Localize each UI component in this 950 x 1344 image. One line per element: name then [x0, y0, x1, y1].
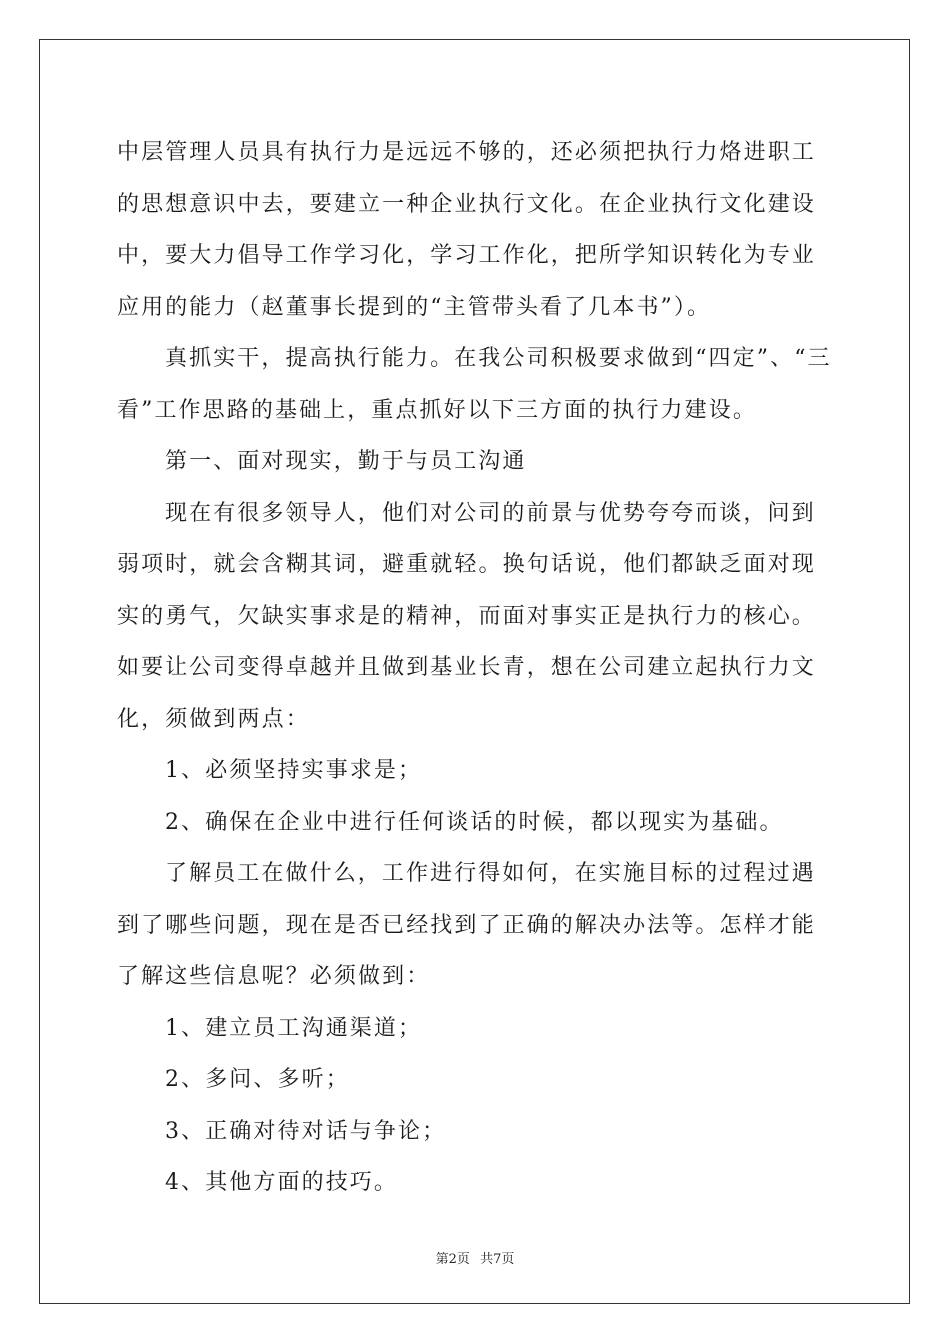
list-item: 1、建立员工沟通渠道；	[165, 1015, 423, 1041]
list-item: 3、正确对待对话与争论；	[165, 1118, 447, 1144]
list-item: 4、其他方面的技巧。	[165, 1170, 398, 1195]
section-heading: 第一、面对现实，勤于与员工沟通	[165, 449, 527, 474]
page-number-total: 共7页	[480, 1252, 515, 1267]
list-item: 1、必须坚持实事求是；	[165, 758, 423, 783]
paragraph: 真抓实干，提高执行能力。在我公司积极要求做到“四定”、“三看”工作思路的基础上，重点抓好以下三方面的执行力建设。	[117, 346, 832, 423]
paragraph: 中层管理人员具有执行力是远远不够的，还必须把执行力烙进职工的思想意识中去，要建立一种企业执行文化。在企业执行文化建设中，要大力倡导工作学习化，学习工作化，把所学知识转化为专业应用的能力（赵董事长提到的“主管带头看了几本书”）。	[117, 140, 816, 320]
paragraph: 现在有很多领导人，他们对公司的前景与优势夸夸而谈，问到弱项时，就会含糊其词，避重就轻。换句话说，他们都缺乏面对现实的勇气，欠缺实事求是的精神，而面对事实正是执行力的核心。如要让公司变得卓越并且做到基业长青，想在公司建立起执行力文化，须做到两点：	[117, 500, 816, 732]
paragraph: 了解员工在做什么，工作进行得如何，在实施目标的过程过遇到了哪些问题，现在是否已经找到了正确的解决办法等。怎样才能了解这些信息呢？必须做到：	[117, 861, 816, 989]
list-item: 2、确保在企业中进行任何谈话的时候，都以现实为基础。	[165, 809, 784, 835]
page-number-current: 第2页	[435, 1252, 470, 1267]
document-body	[117, 127, 837, 1209]
list-item: 2、多问、多听；	[165, 1067, 350, 1092]
page-footer	[0, 1248, 950, 1267]
